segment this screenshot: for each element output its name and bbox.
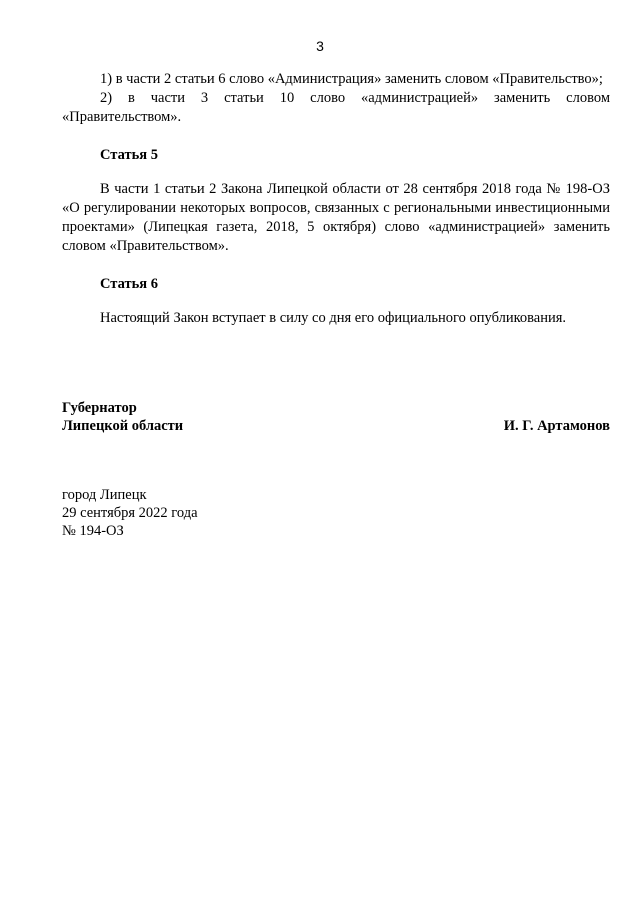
signatory-name: И. Г. Артамонов bbox=[503, 418, 610, 434]
article-5-heading: Статья 5 bbox=[100, 147, 158, 163]
signatory-title-line1: Губернатор bbox=[62, 400, 137, 416]
document-footer bbox=[62, 486, 610, 540]
article-6-heading: Статья 6 bbox=[100, 276, 158, 292]
document-body bbox=[62, 70, 610, 328]
page-number: 3 bbox=[316, 38, 324, 54]
article-5-text: В части 1 статьи 2 Закона Липецкой области от 28 сентября 2018 года № 198-ОЗ «О регулировании некоторых вопросов, связанных с региональными инвестиционными проектами» (Липецкая газета, 2018, 5 октября) слово «администрацией» заменить словом «Правительством». bbox=[62, 181, 610, 254]
amendment-2: 2) в части 3 статьи 10 слово «администрацией» заменить словом «Правительством». bbox=[62, 90, 610, 125]
footer-date: 29 сентября 2022 года bbox=[62, 505, 198, 521]
footer-law-number: № 194-ОЗ bbox=[62, 523, 124, 539]
signature-block bbox=[62, 399, 610, 435]
amendment-1: 1) в части 2 статьи 6 слово «Администрация» заменить словом «Правительство»; bbox=[100, 71, 603, 87]
footer-city: город Липецк bbox=[62, 487, 147, 503]
signatory-title-line2: Липецкой области bbox=[62, 418, 184, 434]
article-6-text: Настоящий Закон вступает в силу со дня его официального опубликования. bbox=[100, 310, 567, 326]
